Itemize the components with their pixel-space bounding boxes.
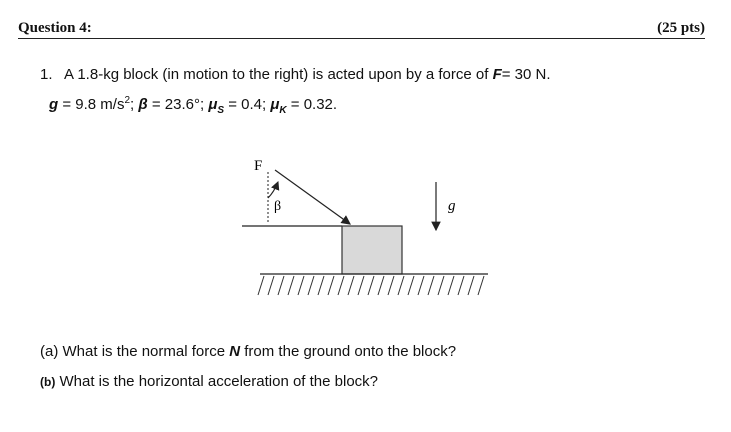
part-b-text: What is the horizontal acceleration of the block? [55, 373, 379, 390]
angle-arc [268, 182, 278, 198]
block [342, 226, 402, 274]
physics-diagram [230, 152, 500, 302]
mu-k-symbol: $\mu_K$ [270, 96, 287, 116]
g-value: = 9.8 m/s [58, 96, 125, 113]
g-symbol: g [49, 96, 59, 113]
mu-s-value: = 0.4; [224, 96, 267, 113]
force-label: F [254, 158, 263, 174]
g-exponent: 2 [124, 95, 131, 106]
part-a-tag: (a) [40, 343, 59, 360]
angle-label: β [274, 199, 282, 214]
statement-post: = 30 N. [501, 66, 551, 83]
mu-s-symbol: $\mu_S$ [208, 96, 225, 116]
part-a [40, 343, 456, 360]
statement-pre: A 1.8-kg block (in motion to the right) is acted upon by a force of [64, 66, 493, 83]
beta-symbol: β [138, 96, 148, 113]
problem-number: 1. [40, 66, 53, 83]
part-a-pre: What is the normal force [58, 343, 230, 360]
part-a-post: from the ground onto the block? [240, 343, 457, 360]
givens-line [49, 95, 337, 116]
gravity-label: g [448, 198, 456, 214]
problem-statement [40, 66, 551, 83]
force-symbol: F [492, 66, 502, 83]
part-b-tag: (b) [40, 375, 56, 389]
question-header [18, 10, 705, 40]
mu-k-value: = 0.32. [286, 96, 338, 113]
force-arrow [275, 170, 350, 224]
header-rule [18, 38, 705, 39]
normal-force-symbol: N [229, 343, 241, 360]
question-title: Question 4: [18, 20, 92, 36]
ground-hatching [258, 276, 484, 295]
part-b [40, 373, 378, 390]
g-separator: ; [130, 96, 135, 113]
question-points: (25 pts) [657, 20, 705, 36]
beta-value: = 23.6°; [147, 96, 205, 113]
